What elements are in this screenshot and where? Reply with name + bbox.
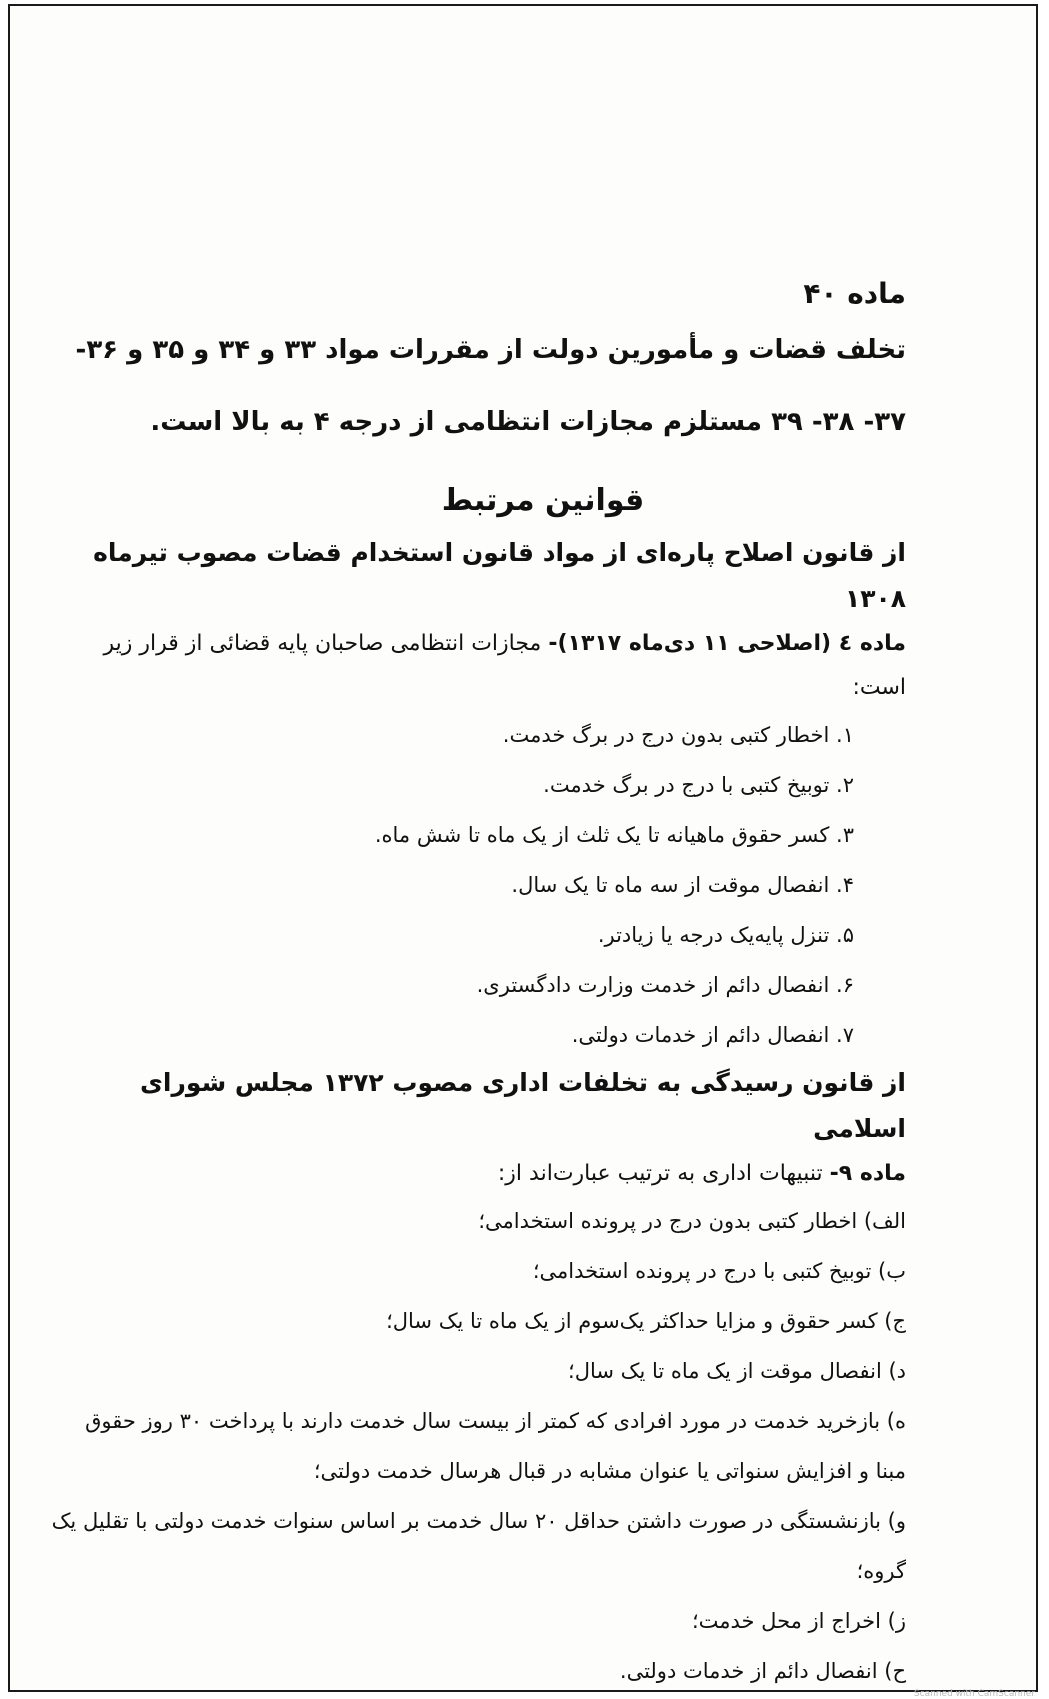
law1-article (50, 622, 906, 710)
scan-watermark: Scanned with CamScanner (913, 1689, 1035, 1699)
law2-item: و) بازنشستگی در صورت داشتن حداقل ۲۰ سال خدمت بر اساس سنوات خدمت دولتی با تقلیل یک گروه؛ (51, 1509, 906, 1583)
law1-item: ۲. توبیخ کتبی با درج در برگ خدمت. (543, 773, 854, 797)
law1-item: ۷. انفصال دائم از خدمات دولتی. (571, 1023, 854, 1047)
article-heading: ماده ۴۰ (803, 277, 906, 310)
law1-item: ۳. کسر حقوق ماهیانه تا یک ثلث از یک ماه تا شش ماه. (374, 823, 854, 847)
related-laws-title: قوانین مرتبط (441, 483, 645, 518)
law1-item: ۱. اخطار کتبی بدون درج در برگ خدمت. (502, 723, 854, 747)
law2-item: ب) توبیخ کتبی با درج در پرونده استخدامی؛ (532, 1259, 906, 1283)
law1-article-text: مجازات انتظامی صاحبان پایه قضائی از قرار زیر است: (103, 631, 906, 700)
article-body: تخلف قضات و مأمورین دولت از مقررات مواد ۳۳ و ۳۴ و ۳۵ و ۳۶- ۳۷- ۳۸- ۳۹ مستلزم مجازات انتظامی از درجه ۴ به بالا است. (75, 335, 906, 437)
law1-item: ۴. انفصال موقت از سه ماه تا یک سال. (511, 873, 854, 897)
law2-title: از قانون رسیدگی به تخلفات اداری مصوب ۱۳۷۲ مجلس شورای اسلامی (140, 1068, 906, 1143)
law2-item: ه) بازخرید خدمت در مورد افرادی که کمتر از بیست سال خدمت دارند با پرداخت ۳۰ روز حقوق مبنا و افزایش سنواتی یا عنوان مشابه در قبال هرسال خدمت دولتی؛ (85, 1409, 906, 1483)
law1-title: از قانون اصلاح پاره‌ای از مواد قانون استخدام قضات مصوب تیرماه ۱۳۰۸ (93, 538, 906, 613)
law2-article (50, 1152, 906, 1196)
law2-item: د) انفصال موقت از یک ماه تا یک سال؛ (568, 1359, 906, 1383)
document-page (8, 4, 1038, 1692)
page-content (50, 274, 906, 1696)
law2-article-text: تنبیهات اداری به ترتیب عبارت‌اند از: (497, 1161, 830, 1186)
law2-item: ز) اخراج از محل خدمت؛ (691, 1609, 906, 1633)
law1-article-label: ماده ٤ (اصلاحی ١١ دی‌ماه ١٣١٧)- (548, 631, 906, 656)
law2-item: ج) کسر حقوق و مزایا حداکثر یک‌سوم از یک ماه تا یک سال؛ (386, 1309, 906, 1333)
law2-item: ح) انفصال دائم از خدمات دولتی. (619, 1659, 906, 1683)
law2-article-label: ماده ۹- (829, 1161, 906, 1186)
law1-item: ۵. تنزل پایه‌یک درجه یا زیادتر. (597, 923, 854, 947)
law2-item: الف) اخطار کتبی بدون درج در پرونده استخدامی؛ (478, 1209, 906, 1233)
law1-item: ۶. انفصال دائم از خدمت وزارت دادگستری. (476, 973, 854, 997)
